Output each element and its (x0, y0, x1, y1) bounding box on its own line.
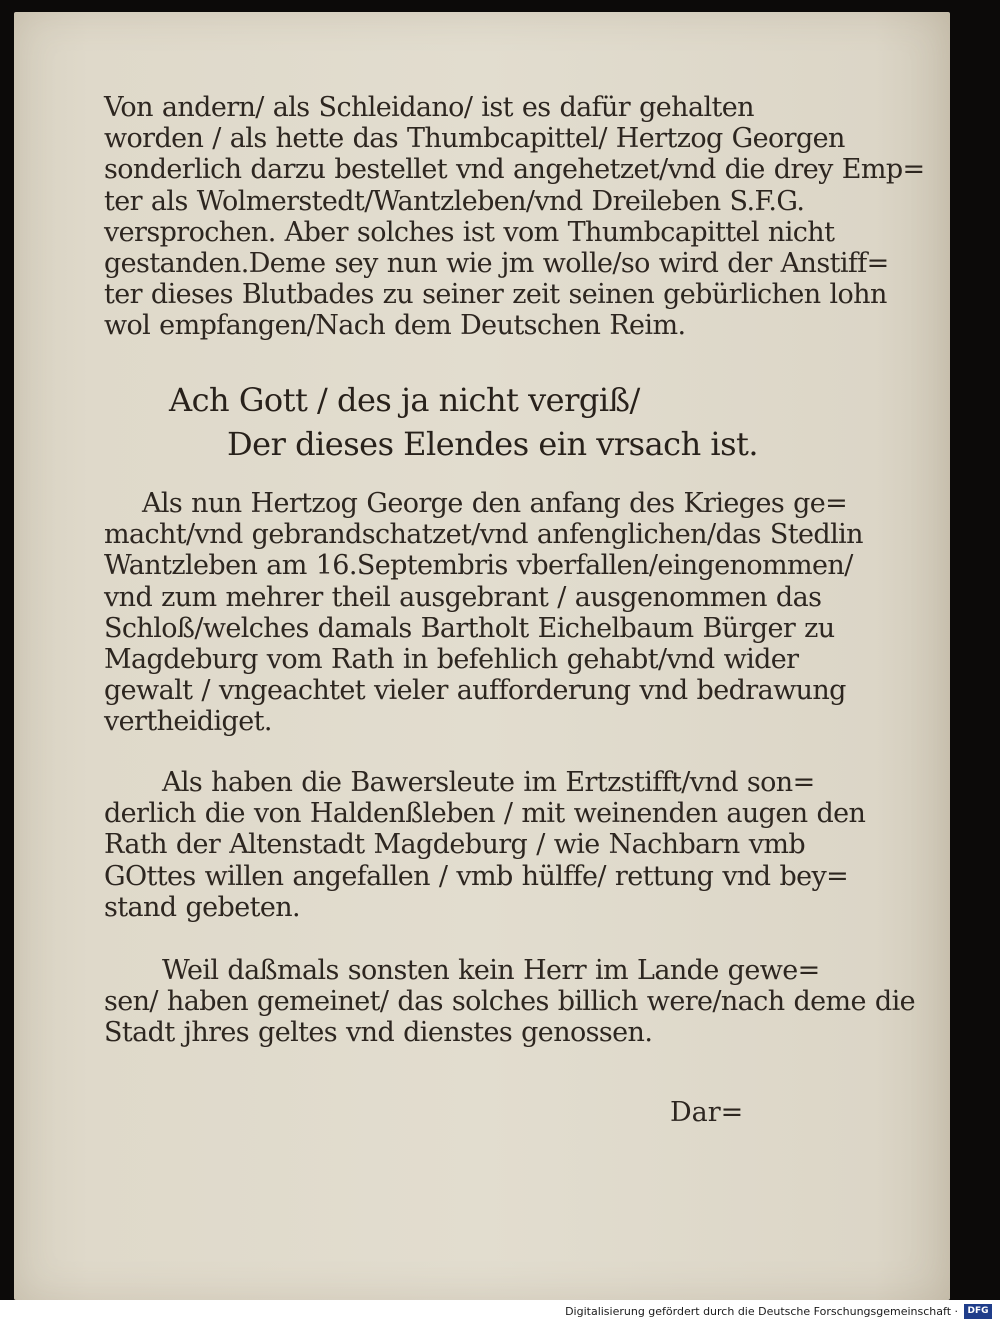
text-line: versprochen. Aber solches ist vom Thumbcapittel nicht (104, 216, 835, 248)
text-line: derlich die von Haldenßleben / mit weinenden augen den (104, 798, 866, 830)
text-line: Als nun Hertzog George den anfang des Krieges ge= (142, 488, 848, 519)
text-line: ter dieses Blutbades zu seiner zeit seinen gebürlichen lohn (104, 279, 887, 311)
dfg-logo-icon: DFG (964, 1304, 992, 1319)
text-line: sonderlich darzu bestellet vnd angehetzet/vnd die drey Emp= (104, 154, 925, 186)
funding-credit: Digitalisierung gefördert durch die Deutsche Forschungsgemeinschaft · (565, 1305, 958, 1318)
verse-heading (169, 378, 789, 466)
book-page (14, 12, 950, 1300)
text-line: Stadt jhres geltes vnd dienstes genossen. (104, 1017, 653, 1049)
text-line: vnd zum mehrer theil ausgebrant / ausgenommen das (104, 581, 822, 613)
text-line: Wantzleben am 16.Septembris vberfallen/eingenommen/ (104, 550, 853, 582)
paragraph-1 (104, 92, 925, 342)
text-line: macht/vnd gebrandschatzet/vnd anfenglichen/das Stedlin (104, 519, 863, 551)
text-line: GOttes willen angefallen / vmb hülffe/ rettung vnd bey= (104, 860, 849, 892)
text-line: Weil daßmals sonsten kein Herr im Lande gewe= (162, 955, 820, 986)
footer-bar (0, 1300, 1000, 1323)
text-line: stand gebeten. (104, 891, 300, 923)
text-line: Als haben die Bawersleute im Ertzstifft/vnd son= (162, 767, 815, 798)
paragraph-3 (104, 767, 866, 923)
verse-line: Der dieses Elendes ein vrsach ist. (227, 425, 759, 463)
catchword: Dar= (670, 1097, 744, 1128)
text-line: gewalt / vngeachtet vieler aufforderung vnd bedrawung (104, 675, 846, 707)
text-line: wol empfangen/Nach dem Deutschen Reim. (104, 310, 686, 342)
verse-line: Ach Gott / des ja nicht vergiß/ (169, 381, 640, 419)
text-line: worden / als hette das Thumbcapittel/ Hertzog Georgen (104, 123, 845, 155)
text-line: ter als Wolmerstedt/Wantzleben/vnd Dreileben S.F.G. (104, 185, 805, 217)
paragraph-2 (104, 488, 863, 738)
text-line: sen/ haben gemeinet/ das solches billich were/nach deme die (104, 986, 915, 1018)
text-line: vertheidiget. (104, 706, 272, 738)
text-line: Schloß/welches damals Bartholt Eichelbaum Bürger zu (104, 612, 835, 644)
paragraph-4 (104, 955, 915, 1049)
text-line: Rath der Altenstadt Magdeburg / wie Nachbarn vmb (104, 829, 806, 861)
text-line: Von andern/ als Schleidano/ ist es dafür gehalten (104, 92, 754, 123)
text-line: Magdeburg vom Rath in befehlich gehabt/vnd wider (104, 644, 799, 676)
text-line: gestanden.Deme sey nun wie jm wolle/so wird der Anstiff= (104, 248, 889, 280)
